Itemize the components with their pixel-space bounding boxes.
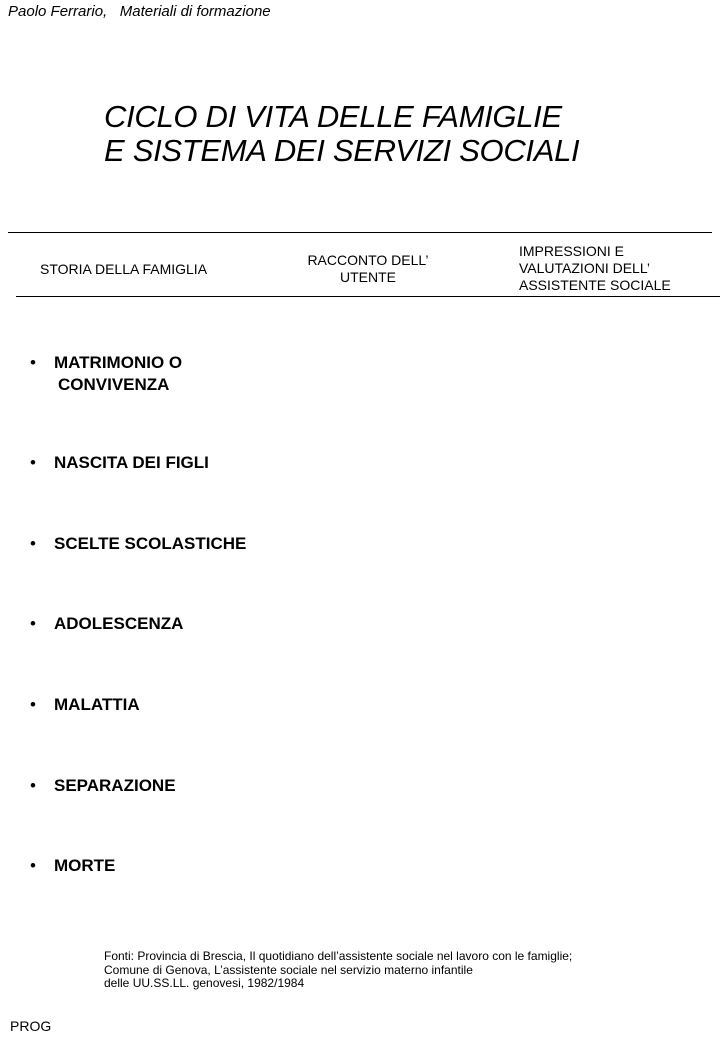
list-item-label [54,694,140,716]
column-header-family-history [40,261,207,278]
list-item-line: MORTE [54,856,116,875]
page-title [104,100,579,168]
list-item-label [54,613,183,635]
list-item-line: MATRIMONIO O [54,353,183,372]
bullet-icon: • [30,453,36,472]
bullet-icon: • [30,534,36,553]
bullet-icon: • [30,856,36,875]
list-item-label [54,352,182,396]
document-header [8,3,271,20]
list-item-line: SCELTE SCOLASTICHE [54,534,247,553]
title-line-1: CICLO DI VITA DELLE FAMIGLIE [104,99,562,134]
list-item-label [54,533,246,555]
list-item-line: MALATTIA [54,695,140,714]
bullet-icon: • [30,614,36,633]
list-item-label [54,775,176,797]
bullet-icon: • [30,353,36,372]
column-header-user-account [290,252,446,286]
list-item-line: NASCITA DEI FIGLI [54,453,209,472]
footer-code: PROG [10,1018,52,1034]
sources-line: Comune di Genova, L’assistente sociale nel servizio materno infantile [104,962,473,977]
column-header-line: STORIA DELLA FAMIGLIA [40,261,208,277]
list-item-label [54,452,209,474]
top-rule [8,232,712,233]
author-name: Paolo Ferrario, [8,3,108,20]
list-item-line: CONVIVENZA [58,375,170,394]
document-subtitle: Materiali di formazione [119,3,271,20]
column-header-line: ASSISTENTE SOCIALE [519,277,671,293]
sources-note [104,950,572,991]
column-header-social-worker-assessment [519,243,671,294]
list-item-label [54,855,115,877]
column-header-line: VALUTAZIONI DELL’ [519,260,650,276]
sources-line: Fonti: Provincia di Brescia, Il quotidiano dell’assistente sociale nel lavoro con le famiglie; [104,949,573,963]
bottom-rule [16,296,720,297]
bullet-icon: • [30,695,36,714]
list-item-line: ADOLESCENZA [54,614,184,633]
list-item-line: SEPARAZIONE [54,776,176,795]
title-line-2: E SISTEMA DEI SERVIZI SOCIALI [104,133,580,168]
column-header-line: UTENTE [340,269,396,285]
bullet-icon: • [30,776,36,795]
column-header-line: RACCONTO DELL’ [307,252,429,268]
column-header-line: IMPRESSIONI E [519,243,625,259]
sources-line: delle UU.SS.LL. genovesi, 1982/1984 [104,976,305,990]
